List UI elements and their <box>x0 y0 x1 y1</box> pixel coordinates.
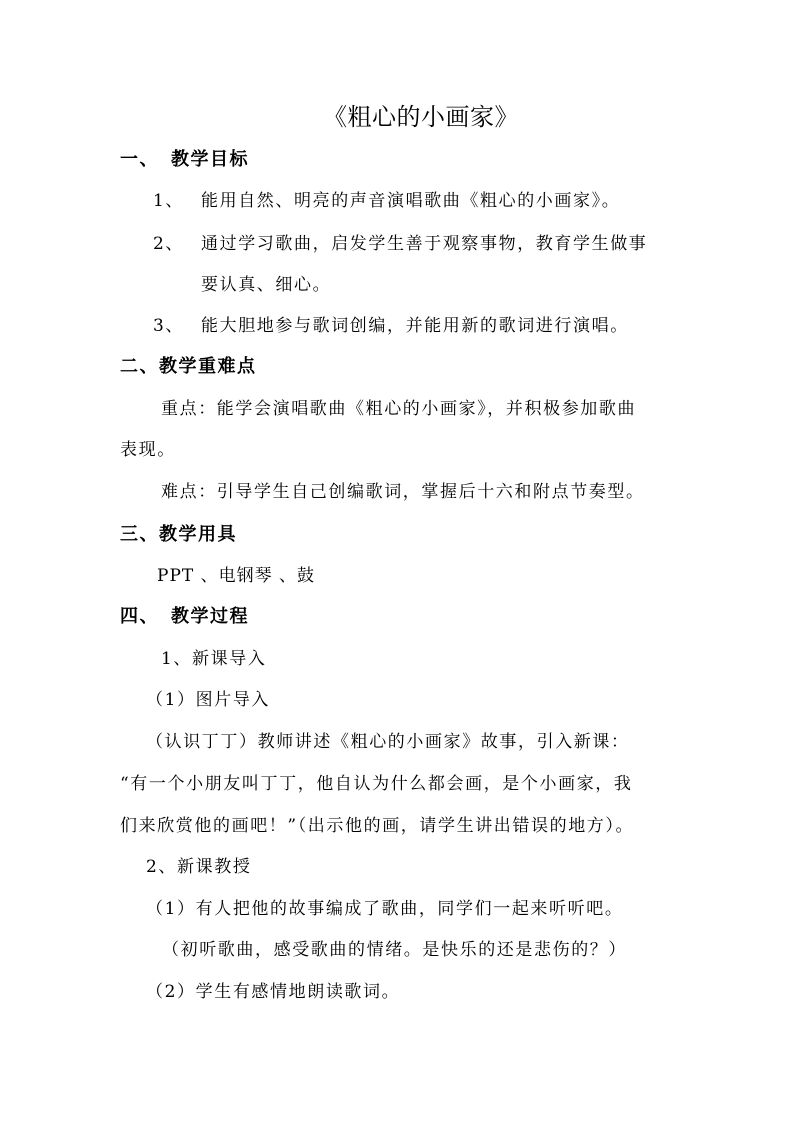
document-title: 《粗心的小画家》 <box>323 103 519 131</box>
objective-text: 能用自然、明亮的声音演唱歌曲《粗心的小画家》。 <box>201 191 621 211</box>
section-title: 教学过程 <box>171 606 249 627</box>
process-step-2-note: （初听歌曲，感受歌曲的情绪。是快乐的还是悲伤的？） <box>162 940 627 960</box>
objective-item-2-continuation: 要认真、细心。 <box>201 275 332 295</box>
process-step-2-sub-2: （2）学生有感情地朗读歌词。 <box>146 982 401 1002</box>
section-heading-process <box>120 606 249 628</box>
story-line-1: （认识丁丁）教师讲述《粗心的小画家》故事，引入新课： <box>146 732 630 752</box>
objective-item-2 <box>153 234 647 254</box>
story-line-2: “有一个小朋友叫丁丁，他自认为什么都会画，是个小画家，我 <box>120 774 633 794</box>
section-heading-objectives <box>120 149 249 171</box>
objective-number: 1、 <box>153 191 185 211</box>
section-heading-key-points: 二、教学重难点 <box>120 356 257 377</box>
objective-text: 能大胆地参与歌词创编，并能用新的歌词进行演唱。 <box>201 316 629 336</box>
process-step-2: 2、新课教授 <box>146 857 252 877</box>
objective-number: 2、 <box>153 234 185 254</box>
section-number: 一、 <box>120 149 159 170</box>
tools-list: PPT 、电钢琴 、鼓 <box>157 566 316 586</box>
story-line-3: 们来欣赏他的画吧！”（出示他的画，请学生讲出错误的地方）。 <box>120 816 635 836</box>
section-title: 教学目标 <box>171 149 249 170</box>
section-heading-tools: 三、教学用具 <box>120 524 237 545</box>
process-step-1-sub: （1）图片导入 <box>146 690 271 710</box>
objective-item-1 <box>153 191 620 211</box>
process-step-1: 1、新课导入 <box>161 649 267 669</box>
difficult-point: 难点：引导学生自己创编歌词，掌握后十六和附点节奏型。 <box>161 482 645 502</box>
key-point-line-2: 表现。 <box>120 440 176 460</box>
objective-number: 3、 <box>153 316 185 336</box>
process-step-2-sub-1: （1）有人把他的故事编成了歌曲，同学们一起来听听吧。 <box>146 899 624 919</box>
objective-item-3 <box>153 316 629 336</box>
objective-text: 通过学习歌曲，启发学生善于观察事物，教育学生做事 <box>201 234 648 254</box>
section-number: 四、 <box>120 606 159 627</box>
key-point-line-1: 重点：能学会演唱歌曲《粗心的小画家》，并积极参加歌曲 <box>161 399 637 419</box>
